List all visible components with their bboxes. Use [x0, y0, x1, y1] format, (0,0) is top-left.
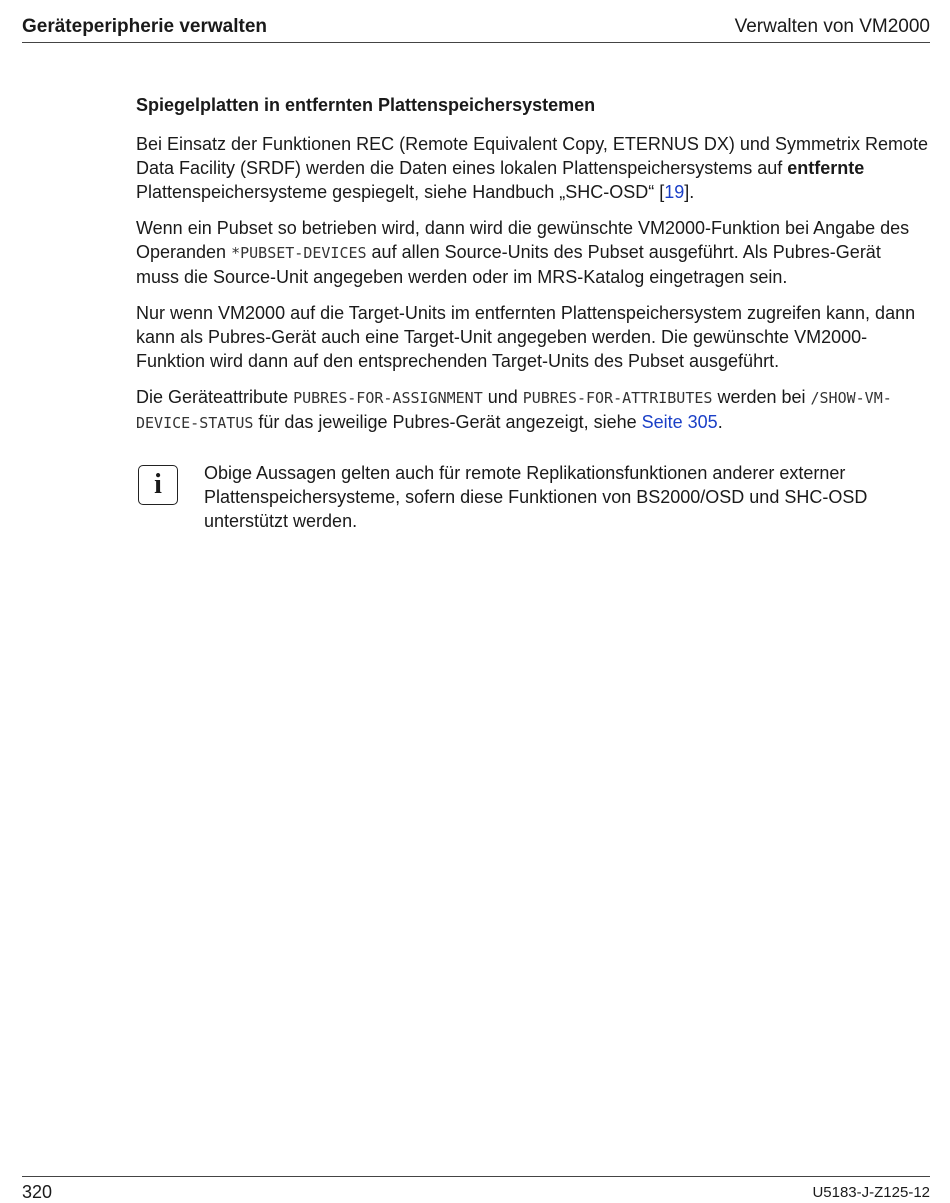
- paragraph-1-text-b: Plattenspeichersysteme gespiegelt, siehe Handbuch „SHC-OSD“ [: [136, 182, 665, 202]
- chapter-title: Geräteperipherie verwalten: [22, 16, 267, 37]
- info-icon: i: [138, 465, 178, 505]
- paragraph-2: [136, 216, 928, 289]
- paragraph-4-text-b: und: [482, 387, 523, 407]
- page-header: [22, 14, 930, 43]
- info-note-text: Obige Aussagen gelten auch für remote Replikationsfunktionen anderer externer Plattenspeichersysteme, sofern diese Funktionen von BS2000/OSD und SHC-OSD unterstützt werden.: [204, 463, 868, 531]
- reference-link-19[interactable]: 19: [664, 182, 685, 202]
- paragraph-1-text-a: Bei Einsatz der Funktionen REC (Remote Equivalent Copy, ETERNUS DX) und Symmetrix Remote Data Facility (SRDF) werden die Daten eines lokalen Plattenspeichersystems auf: [136, 134, 928, 178]
- paragraph-3: Nur wenn VM2000 auf die Target-Units im entfernten Plattenspeichersystem zugreifen kann, dann kann als Pubres-Gerät auch eine Target-Unit angegeben werden. Die gewünschte VM2000-Funktion wird dann auf den entsprechenden Target-Units des Pubset ausgeführt.: [136, 303, 916, 371]
- paragraph-1: [136, 132, 928, 204]
- code-pubset-devices: *PUBSET-DEVICES: [231, 244, 367, 262]
- paragraph-4: [136, 385, 928, 435]
- paragraph-4-text-c: werden bei: [712, 387, 811, 407]
- paragraph-4-text-e: .: [717, 412, 723, 432]
- paragraph-1-text-c: ].: [684, 182, 695, 202]
- paragraph-1-bold: entfernte: [787, 158, 865, 178]
- page-content: [136, 92, 928, 533]
- paragraph-2-text-b: auf allen Source-Units des Pubset ausgeführt. Als Pubres-Gerät muss die Source-Unit angegeben werden oder im MRS-Katalog eingetragen sein.: [136, 242, 881, 287]
- code-show-vm-device-status: /SHOW-VM-DEVICE-STATUS: [136, 389, 892, 432]
- section-heading: Spiegelplatten in entfernten Plattenspeichersystemen: [136, 95, 596, 115]
- document-id: U5183-J-Z125-12: [812, 1184, 930, 1201]
- page-number: 320: [22, 1182, 53, 1202]
- paragraph-2-text-a: Wenn ein Pubset so betrieben wird, dann wird die gewünschte VM2000-Funktion bei Angabe des Operanden: [136, 218, 910, 262]
- paragraph-4-text-d: für das jeweilige Pubres-Gerät angezeigt, siehe: [253, 412, 642, 432]
- section-title: Verwalten von VM2000: [734, 16, 930, 37]
- code-pubres-for-assignment: PUBRES-FOR-ASSIGNMENT: [293, 389, 483, 407]
- page-link-305[interactable]: Seite 305: [641, 412, 718, 432]
- info-note: [136, 461, 928, 533]
- page-footer: [22, 1176, 930, 1200]
- code-pubres-for-attributes: PUBRES-FOR-ATTRIBUTES: [522, 389, 713, 407]
- paragraph-4-text-a: Die Geräteattribute: [136, 387, 294, 407]
